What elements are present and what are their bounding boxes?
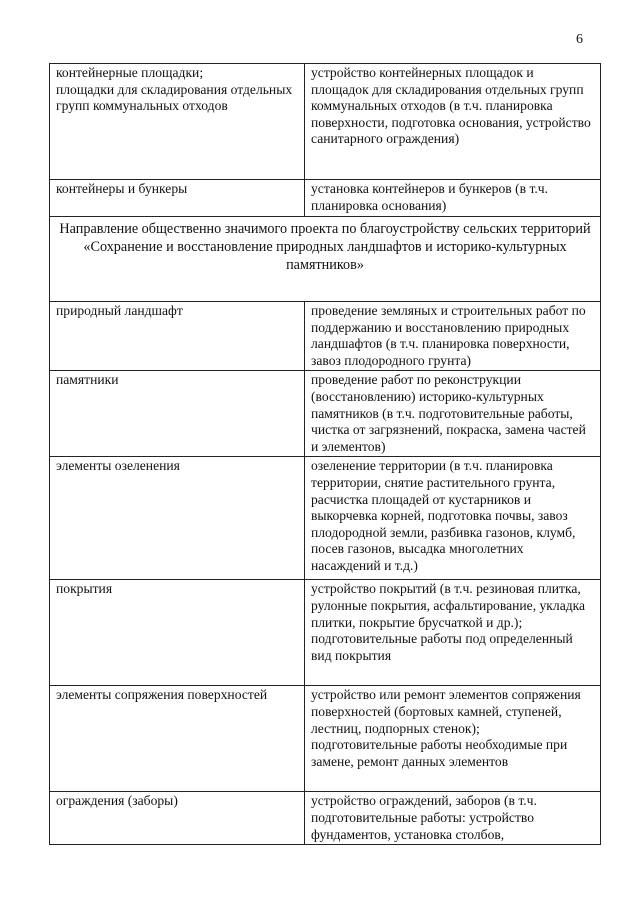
- works-cell: озеленение территории (в т.ч. планировка территории, снятие растительного грунта, расчистка площадей от кустарников и выкорчевка корней, подготовка почвы, завоз плодородной земли, разбивка газонов, клумб, посев газонов, высадка многолетних насаждений и т.д.): [305, 457, 601, 580]
- object-cell: элементы сопряжения поверхностей: [50, 686, 305, 792]
- object-cell: ограждения (заборы): [50, 792, 305, 845]
- works-cell: устройство или ремонт элементов сопряжения поверхностей (бортовых камней, ступеней, лестниц, подпорных стенок); подготовительные работы необходимые при замене, ремонт данных элементов: [305, 686, 601, 792]
- object-cell: контейнеры и бункеры: [50, 180, 305, 217]
- object-cell: памятники: [50, 371, 305, 457]
- works-cell: установка контейнеров и бункеров (в т.ч. планировка основания): [305, 180, 601, 217]
- works-table: [49, 63, 601, 845]
- table-row: [50, 580, 601, 686]
- section-heading: Направление общественно значимого проекта по благоустройству сельских территорий «Сохранение и восстановление природных ландшафтов и историко-культурных памятников»: [50, 217, 601, 302]
- table-row: [50, 686, 601, 792]
- section-header-row: [50, 217, 601, 302]
- object-cell: природный ландшафт: [50, 302, 305, 371]
- table-row: [50, 180, 601, 217]
- table-row: [50, 792, 601, 845]
- object-cell: контейнерные площадки; площадки для складирования отдельных групп коммунальных отходов: [50, 64, 305, 180]
- table-row: [50, 302, 601, 371]
- page-number: 6: [576, 32, 583, 47]
- works-cell: проведение работ по реконструкции (восстановлению) историко-культурных памятников (в т.ч. подготовительные работы, чистка от загрязнений, покраска, замена частей и элементов): [305, 371, 601, 457]
- table-row: [50, 371, 601, 457]
- object-cell: элементы озеленения: [50, 457, 305, 580]
- works-cell: устройство ограждений, заборов (в т.ч. подготовительные работы: устройство фундаментов, установка столбов,: [305, 792, 601, 845]
- object-cell: покрытия: [50, 580, 305, 686]
- table-row: [50, 457, 601, 580]
- works-cell: проведение земляных и строительных работ по поддержанию и восстановлению природных ландшафтов (в т.ч. планировка поверхности, завоз плодородного грунта): [305, 302, 601, 371]
- works-cell: устройство контейнерных площадок и площадок для складирования отдельных групп коммунальных отходов (в т.ч. планировка поверхности, подготовка основания, устройство санитарного ограждения): [305, 64, 601, 180]
- table-row: [50, 64, 601, 180]
- works-cell: устройство покрытий (в т.ч. резиновая плитка, рулонные покрытия, асфальтирование, укладка плитки, покрытие брусчаткой и др.); подготовительные работы под определенный вид покрытия: [305, 580, 601, 686]
